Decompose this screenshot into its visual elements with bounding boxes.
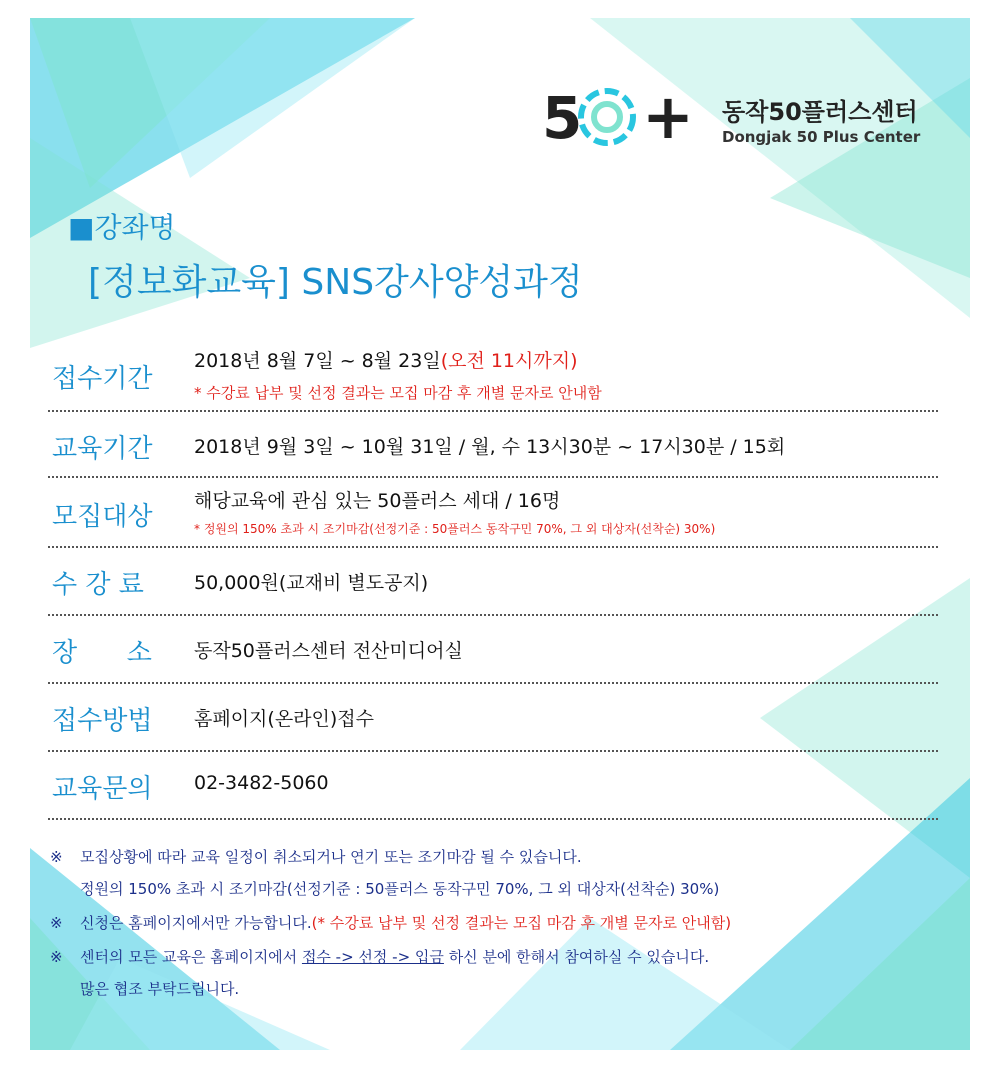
row-inquiry <box>48 750 938 820</box>
row-method <box>48 682 938 752</box>
label-inquiry: 교육문의 <box>52 774 153 804</box>
value-education-period: 2018년 9월 3일 ~ 10월 31일 / 월, 수 13시30분 ~ 17시30분 / 15회 <box>194 436 786 458</box>
notice-text-3-pre: 센터의 모든 교육은 홈페이지에서 <box>80 948 302 966</box>
logo-plus: + <box>642 80 694 153</box>
reference-mark: ※ <box>50 948 63 966</box>
notice-text-1: 모집상황에 따라 교육 일정이 취소되거나 연기 또는 조기마감 될 수 있습니다. <box>80 848 582 866</box>
notice-text-2: 신청은 홈페이지에서만 가능합니다. <box>80 914 312 932</box>
label-education-period: 교육기간 <box>52 434 153 464</box>
reception-deadline: (오전 11시까지) <box>440 350 578 372</box>
row-place <box>48 614 938 684</box>
notice-line-3b: 많은 협조 부탁드립니다. <box>80 980 240 998</box>
target-note: * 정원의 150% 초과 시 조기마감(선정기준 : 50플러스 동작구민 70%, 그 외 대상자(선착순) 30%) <box>194 522 716 536</box>
reception-dates: 2018년 8월 7일 ~ 8월 23일 <box>194 350 441 372</box>
value-place: 동작50플러스센터 전산미디어실 <box>194 640 463 662</box>
label-target: 모집대상 <box>52 502 153 532</box>
row-reception-period <box>48 336 938 412</box>
label-fee: 수 강 료 <box>52 570 144 600</box>
row-education-period <box>48 410 938 478</box>
center-logo <box>542 80 962 170</box>
logo-ring-icon <box>576 86 638 148</box>
reception-note: * 수강료 납부 및 선정 결과는 모집 마감 후 개별 문자로 안내함 <box>194 384 602 402</box>
reference-mark: ※ <box>50 914 63 932</box>
notice-process-steps: 접수 -> 선정 -> 입금 <box>301 948 444 966</box>
label-method: 접수방법 <box>52 706 153 736</box>
value-target: 해당교육에 관심 있는 50플러스 세대 / 16명 <box>194 490 561 512</box>
notice-line-1 <box>50 846 582 867</box>
course-title: [정보화교육] SNS강사양성과정 <box>88 262 583 303</box>
row-target <box>48 476 938 548</box>
notice-text-3-post: 하신 분에 한해서 참여하실 수 있습니다. <box>443 948 710 966</box>
poster <box>30 18 970 1050</box>
value-inquiry: 02-3482-5060 <box>194 772 329 794</box>
value-fee: 50,000원(교재비 별도공지) <box>194 572 429 594</box>
notice-line-2 <box>50 912 731 933</box>
logo-name-korean: 동작50플러스센터 <box>722 98 918 126</box>
logo-name-english: Dongjak 50 Plus Center <box>722 128 921 146</box>
row-fee <box>48 546 938 616</box>
notice-line-3 <box>50 946 709 967</box>
notice-text-2-highlight: (* 수강료 납부 및 선정 결과는 모집 마감 후 개별 문자로 안내함) <box>311 914 732 932</box>
label-place: 장 소 <box>52 638 152 668</box>
section-label: ■강좌명 <box>68 211 176 244</box>
value-method: 홈페이지(온라인)접수 <box>194 708 375 730</box>
label-reception-period: 접수기간 <box>52 364 153 394</box>
value-reception-period <box>194 346 578 373</box>
logo-number: 5 <box>542 84 581 152</box>
notice-line-1b: 정원의 150% 초과 시 조기마감(선정기준 : 50플러스 동작구민 70%, 그 외 대상자(선착순) 30%) <box>80 880 720 898</box>
reference-mark: ※ <box>50 848 63 866</box>
